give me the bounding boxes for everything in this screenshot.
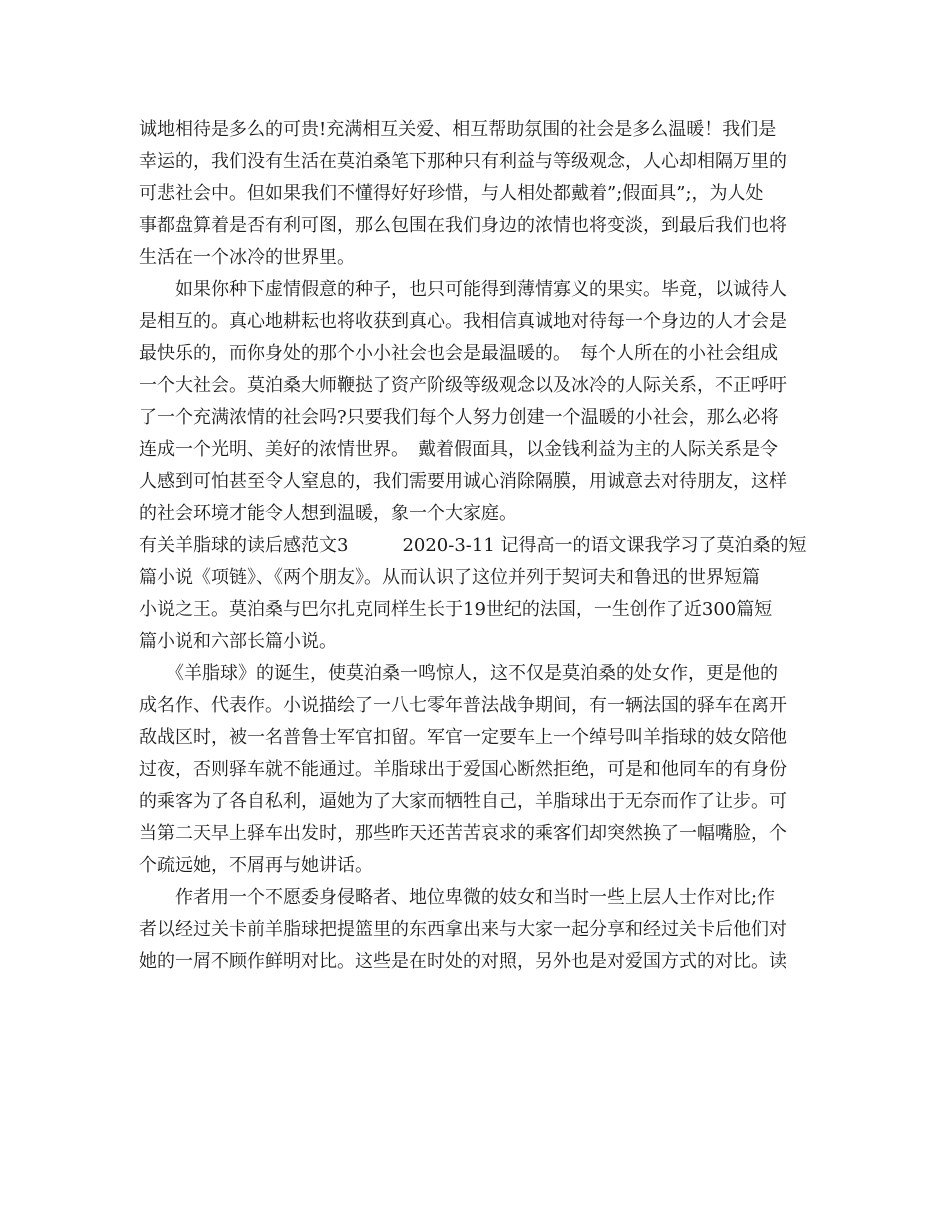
text-line: 篇小说和六部长篇小说。	[139, 631, 337, 652]
text-line: 她的一屑不顾作鲜明对比。这些是在时处的对照，另外也是对爱国方式的对比。读	[139, 951, 787, 972]
text-line: 幸运的，我们没有生活在莫泊桑笔下那种只有利益与等级观念，人心却相隔万里的	[139, 151, 787, 172]
text-line: 过夜，否则驿车就不能通过。羊脂球出于爱国心断然拒绝，可是和他同车的有身份	[139, 759, 787, 780]
text-line: 的乘客为了各自私利，逼她为了大家而牺牲自己，羊脂球出于无奈而作了让步。可	[139, 791, 787, 812]
text-line: 《羊脂球》的诞生，使莫泊桑一鸣惊人，这不仅是莫泊桑的处女作，更是他的	[139, 663, 778, 684]
text-line: 如果你种下虚情假意的种子，也只可能得到薄情寡义的果实。毕竟，以诚待人	[139, 279, 787, 300]
text-line: 作者用一个不愿委身侵略者、地位卑微的妓女和当时一些上层人士作对比;作	[139, 887, 776, 908]
text-line: 生活在一个冰冷的世界里。	[139, 247, 355, 268]
text-line: 者以经过关卡前羊脂球把提篮里的东西拿出来与大家一起分享和经过关卡后他们对	[139, 919, 787, 940]
text-line: 连成一个光明、美好的浓情世界。 戴着假面具，以金钱利益为主的人际关系是令	[139, 439, 778, 460]
text-line: 篇小说《项链》、《两个朋友》。从而认识了这位并列于契诃夫和鲁迅的世界短篇	[139, 567, 760, 588]
body-text	[139, 114, 815, 978]
text-line: 的社会环境才能令人想到温暖，象一个大家庭。	[139, 503, 517, 524]
text-line: 成名作、代表作。小说描绘了一八七零年普法战争期间，有一辆法国的驿车在离开	[139, 695, 787, 716]
text-line: 小说之王。莫泊桑与巴尔扎克同样生长于19世纪的法国，一生创作了近300篇短	[139, 599, 773, 620]
text-line: 个疏远她，不屑再与她讲话。	[139, 855, 373, 876]
text-line: 事都盘算着是否有利可图，那么包围在我们身边的浓情也将变淡，到最后我们也将	[139, 215, 787, 236]
text-line: 可悲社会中。但如果我们不懂得好好珍惜，与人相处都戴着”;假面具”;，为人处	[139, 183, 764, 204]
text-line: 一个大社会。莫泊桑大师鞭挞了资产阶级等级观念以及冰冷的人际关系，不正呼吁	[139, 375, 787, 396]
text-line: 最快乐的，而你身处的那个小小社会也会是最温暖的。 每个人所在的小社会组成	[139, 343, 778, 364]
text-line: 诚地相待是多么的可贵!充满相互关爱、相互帮助氛围的社会是多么温暖！我们是	[139, 119, 777, 140]
text-line: 是相互的。真心地耕耘也将收获到真心。我相信真诚地对待每一个身边的人才会是	[139, 311, 787, 332]
text-line: 人感到可怕甚至令人窒息的，我们需要用诚心消除隔膜，用诚意去对待朋友，这样	[139, 471, 787, 492]
text-line: 当第二天早上驿车出发时，那些昨天还苦苦哀求的乘客们却突然换了一幅嘴脸，个	[139, 823, 787, 844]
text-line: 敌战区时，被一名普鲁士军官扣留。军官一定要车上一个绰号叫羊指球的妓女陪他	[139, 727, 787, 748]
section-heading-line: 有关羊脂球的读后感范文3 2020-3-11 记得高一的语文课我学习了莫泊桑的短	[139, 535, 807, 556]
text-line: 了一个充满浓情的社会吗?只要我们每个人努力创建一个温暖的小社会，那么必将	[139, 407, 779, 428]
